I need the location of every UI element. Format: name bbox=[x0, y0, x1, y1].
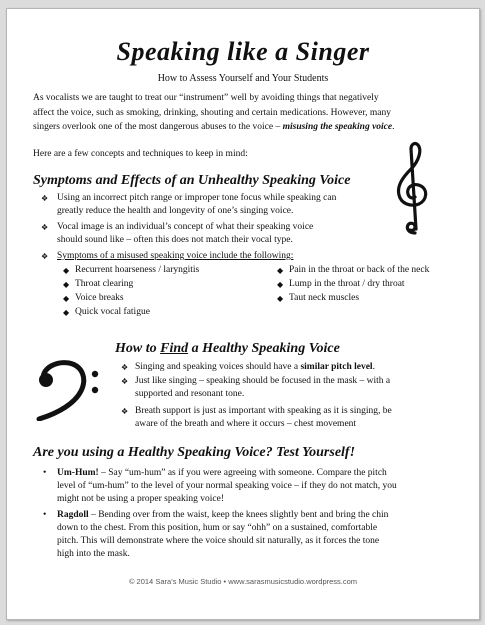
symptom-item: Taut neck muscles bbox=[289, 293, 360, 303]
diamond-bullet-icon: ❖ bbox=[41, 252, 49, 261]
bullet-text: Using an incorrect pitch range or improper tone focus while speaking can bbox=[57, 193, 337, 203]
dot-bullet-icon: ◆ bbox=[277, 294, 284, 303]
bullet-text: supported and resonant tone. bbox=[135, 389, 245, 399]
symptom-item: Lump in the throat / dry throat bbox=[289, 279, 405, 289]
bullet-text: aware of the breath and where it occurs – chest movement bbox=[135, 419, 357, 429]
dot-bullet-icon: ◆ bbox=[277, 266, 284, 275]
dot-bullet-icon: ◆ bbox=[277, 280, 284, 289]
test-text: pitch. This will demonstrate where the voice should sit naturally, as it forces the tone bbox=[57, 536, 380, 546]
test-text: might not be using a proper speaking voice! bbox=[57, 494, 225, 504]
bullet-text: Just like singing – speaking should be focused in the mask – with a bbox=[135, 376, 391, 386]
test-text: Um-Hum! – Say “um-hum” as if you were agreeing with someone. Compare the pitch bbox=[57, 468, 387, 478]
bullet-text: Symptoms of a misused speaking voice include the following: bbox=[57, 251, 294, 261]
bullet-text: Breath support is just as important with speaking as it is singing, be bbox=[135, 406, 392, 416]
emphasis-text: misusing the speaking voice bbox=[282, 122, 393, 132]
test-text: down to the chest. From this position, hum or say “ohh” on a sustained, comfortable bbox=[57, 523, 378, 533]
lead-sentence: Here are a few concepts and techniques to keep in mind: bbox=[33, 149, 248, 159]
test-text: level of “um-hum” to the level of your normal speaking voice – if they do not match, you bbox=[57, 481, 397, 491]
test-text: high into the mask. bbox=[57, 549, 130, 559]
round-bullet-icon: • bbox=[43, 468, 47, 478]
treble-clef-icon bbox=[389, 141, 439, 237]
dot-bullet-icon: ◆ bbox=[63, 266, 70, 275]
page-title: Speaking like a Singer bbox=[116, 37, 370, 66]
intro-line: affect the voice, such as smoking, drinking, shouting and certain medications. However, many bbox=[33, 107, 391, 118]
intro-line: singers overlook one of the most dangerous abuses to the voice – misusing the speaking voice. bbox=[33, 122, 395, 132]
diamond-bullet-icon: ❖ bbox=[41, 194, 49, 203]
section-heading-test: Are you using a Healthy Speaking Voice? Test Yourself! bbox=[33, 445, 356, 460]
test-text: Ragdoll – Bending over from the waist, keep the knees slightly bent and bring the chin bbox=[57, 510, 389, 520]
intro-paragraph bbox=[33, 91, 455, 135]
diamond-bullet-icon: ❖ bbox=[121, 363, 129, 372]
symptom-item: Recurrent hoarseness / laryngitis bbox=[75, 265, 200, 275]
diamond-bullet-icon: ❖ bbox=[121, 377, 129, 386]
bass-clef-icon bbox=[31, 359, 103, 421]
bullet-text: Vocal image is an individual’s concept of what their speaking voice bbox=[57, 222, 314, 232]
page-footer: © 2014 Sara’s Music Studio • www.sarasmusicstudio.wordpress.com bbox=[128, 577, 358, 586]
section-heading-symptoms: Symptoms and Effects of an Unhealthy Speaking Voice bbox=[33, 173, 351, 188]
bullet-text: greatly reduce the health and longevity of one’s singing voice. bbox=[57, 206, 294, 216]
symptom-item: Throat clearing bbox=[75, 279, 134, 289]
diamond-bullet-icon: ❖ bbox=[121, 407, 129, 416]
round-bullet-icon: • bbox=[43, 510, 47, 520]
document-page bbox=[6, 8, 480, 620]
diamond-bullet-icon: ❖ bbox=[41, 223, 49, 232]
symptom-item: Pain in the throat or back of the neck bbox=[289, 265, 430, 275]
symptom-item: Voice breaks bbox=[75, 293, 124, 303]
intro-line: As vocalists we are taught to treat our “instrument” well by avoiding things that negatively bbox=[33, 93, 379, 103]
dot-bullet-icon: ◆ bbox=[63, 280, 70, 289]
bullet-text: Singing and speaking voices should have a similar pitch level. bbox=[135, 362, 375, 372]
page-subtitle: How to Assess Yourself and Your Students bbox=[157, 73, 329, 84]
section-heading-find: How to Find a Healthy Speaking Voice bbox=[115, 341, 340, 356]
dot-bullet-icon: ◆ bbox=[63, 294, 70, 303]
symptom-item: Quick vocal fatigue bbox=[75, 307, 150, 317]
dot-bullet-icon: ◆ bbox=[63, 308, 70, 317]
bullet-text: should sound like – often this does not match their vocal type. bbox=[57, 235, 293, 245]
